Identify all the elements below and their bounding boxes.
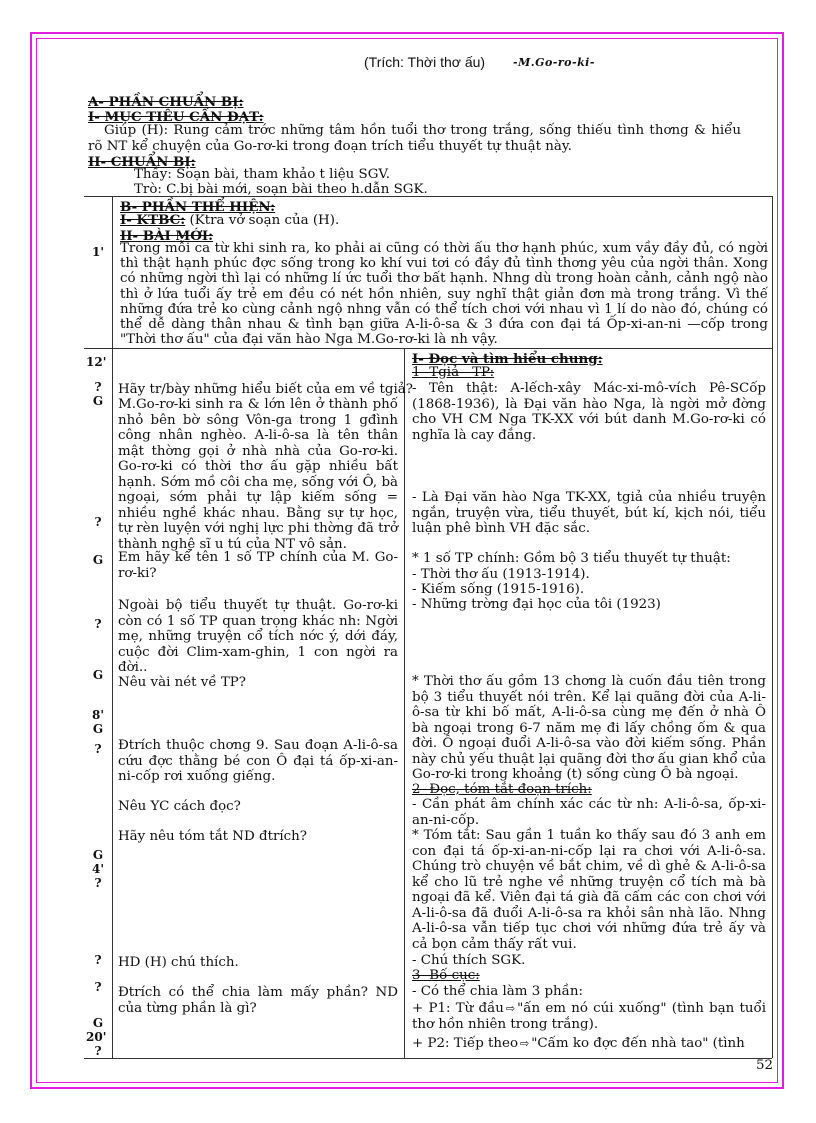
mark-question: ? <box>94 617 102 631</box>
author-subsection-title: 1- Tgiả - TP: <box>412 365 495 380</box>
question-parts: Đtrích có thể chia làm mấy phần? ND của từng phần là gì? <box>118 985 398 1016</box>
table-top-rule <box>84 196 772 197</box>
arrow-right-icon: ⇨ <box>505 1002 516 1015</box>
mark-question: ? <box>94 515 102 529</box>
question-author: Hãy tr/bày những hiểu biết của em về tgiả? <box>118 382 413 397</box>
col-divider-margin <box>112 196 113 1058</box>
teacher-prep: Thầy: Soạn bài, tham khảo t liệu SGV. <box>134 167 390 182</box>
part-1-label: + P1: Từ đầu <box>412 1001 504 1016</box>
mark-answer: G <box>92 553 104 567</box>
col-divider-middle <box>404 348 405 1058</box>
arrow-right-icon: ⇨ <box>520 1037 530 1050</box>
mark-question: ? <box>94 742 102 756</box>
work-item: - Thời thơ ấu (1913-1914). <box>412 567 590 582</box>
part-1-text: "ấn em nó cúi xuống" (tình bạn tuổi thơ hồn nhiên trong trắng). <box>412 1001 766 1032</box>
structure-subsection-title: 3- Bố cục: <box>412 968 480 983</box>
mark-time-1: 1' <box>91 245 105 259</box>
reading-section-title: I- Đọc và tìm hiểu chung: <box>412 351 603 367</box>
part-2-label: + P2: Tiếp theo <box>412 1036 519 1051</box>
mark-answer: G <box>92 722 104 736</box>
student-prep: Trò: C.bị bài mới, soạn bài theo h.dẫn SGK. <box>134 182 428 197</box>
question-tp: Nêu vài nét về TP? <box>118 675 246 690</box>
question-reading: Nêu YC cách đọc? <box>118 799 241 814</box>
mark-question: ? <box>94 953 102 967</box>
mark-question: ? <box>94 876 102 890</box>
author-signature: -M.Go-ro-ki- <box>513 56 595 69</box>
part-2 <box>412 1036 745 1052</box>
tp-description: * Thời thơ ấu gồm 13 chơng là cuốn đầu tiên trong bộ 3 tiểu thuyết nói trên. Kể lại quãng đời của A-li-ô-sa từ khi bố mất, A-li-ô-sa cùng mẹ đến ở nhà Ô bà ngoại trong 6-7 năm mẹ đi lấy chồng ốm & qua đời. Ô ngoại đuổi A-li-ô-sa vào đời kiếm sống. Phần này chủ yếu thuật lại quãng đời thơ ấu gian khổ của Go-rơ-ki trong khoảng (t) sống cùng Ô bà ngoại. <box>412 674 766 782</box>
works-heading: * 1 số TP chính: Gồm bộ 3 tiểu thuyết tự thuật: <box>412 551 731 566</box>
new-lesson-title: II- BÀI MỚI: <box>120 228 214 244</box>
question-summary: Hãy nêu tóm tắt ND đtrích? <box>118 829 307 844</box>
intro-bottom-rule <box>84 348 772 349</box>
answer-works: Ngoài bộ tiểu thuyết tự thuật. Go-rơ-ki còn có 1 số TP quan trọng khác nh: Ngời mẹ, những truyện cổ tích nớc ý, dới đáy, cuộc đời Clim-xam-ghin, 1 con ngời ra đời.. <box>118 598 398 675</box>
section-i-title: I- MỤC TIÊU CẦN ĐẠT: <box>88 109 264 125</box>
mark-time-8: 8' <box>91 708 105 722</box>
mark-question: ? <box>94 380 102 394</box>
answer-author: M.Go-rơ-ki sinh ra & lớn lên ở thành phố nhỏ bên bờ sông Vôn-ga trong 1 gđình công nhân nghèo. A-li-ô-sa là tên thân mật thờng gọi ở nhà nhà của Go-rơ-ki. Go-rơ-ki có thời thơ ấu gặp nhiều bất hạnh. Sớm mồ côi cha mẹ, sống với Ô, bà ngoại, sớm phải tự lập kiếm sống = nhiều nghề khác nhau. Bằng sự tự học, tự rèn luyện với nghị lực phi thờng đã trở thành nghệ sĩ u tú của NT vô sản. <box>118 397 398 552</box>
mark-answer: G <box>92 394 104 408</box>
reading-requirement: - Cần phát âm chính xác các từ nh: A-li-ô-sa, ốp-xi-an-ni-cốp. <box>412 797 766 828</box>
objective-text: Giúp (H): Rung cảm trớc những tâm hồn tuổi thơ trong trắng, sống thiếu tình thơng & hiểu rõ NT kể chuyện của Go-rơ-ki trong đoạn trích tiểu thuyết tự thuật này. <box>88 123 741 154</box>
mark-answer: G <box>92 1016 104 1030</box>
section-b-title: B- PHẦN THỂ HIỆN: <box>120 199 276 215</box>
reading-subsection-title: 2- Đọc, tóm tắt đoạn trích: <box>412 782 592 797</box>
author-real-name: - Tên thật: A-lếch-xây Mác-xi-mô-vích Pê-SCốp (1868-1936), là Đại văn hào Nga, là ngời mở đờng cho VH CM Nga TK-XX với bút danh M.Go-rơ-ki có nghĩa là cay đắng. <box>412 381 766 443</box>
mark-question: ? <box>94 1044 102 1058</box>
mark-time-20: 20' <box>86 1030 107 1044</box>
part-2-text: "Cấm ko đợc đến nhà tao" (tình <box>531 1036 745 1051</box>
work-item: - Kiếm sống (1915-1916). <box>412 582 585 597</box>
ktbc-text: (Ktra vở soạn của (H). <box>189 213 340 228</box>
mark-time-12: 12' <box>86 355 107 369</box>
page-number: 52 <box>756 1058 774 1073</box>
author-role: - Là Đại văn hào Nga TK-XX, tgiả của nhiều truyện ngắn, truyện vừa, tiểu thuyết, bút kí, kịch nói, tiểu luận phê bình VH đặc sắc. <box>412 490 766 536</box>
structure-intro: - Có thể chia làm 3 phần: <box>412 984 584 999</box>
part-1 <box>412 1001 766 1032</box>
work-item: - Những trờng đại học của tôi (1923) <box>412 597 661 612</box>
section-a-title: A- PHẦN CHUẨN BỊ: <box>88 94 244 110</box>
mark-time-4: 4' <box>91 862 105 876</box>
ktbc-line <box>120 213 339 229</box>
section-ii-title: II- CHUẨN BỊ: <box>88 154 196 170</box>
ktbc-title: I- KTBC: <box>120 212 186 228</box>
col-divider-right <box>772 196 773 1058</box>
table-bottom-rule <box>84 1058 772 1059</box>
mark-answer: G <box>92 668 104 682</box>
mark-answer: G <box>92 848 104 862</box>
question-notes: HD (H) chú thích. <box>118 955 239 970</box>
answer-tp: Đtrích thuộc chơng 9. Sau đoạn A-li-ô-sa cứu đợc thằng bé con Ô đại tá ốp-xi-an-ni-cốp rơi xuống giếng. <box>118 738 398 784</box>
excerpt-summary: * Tóm tắt: Sau gần 1 tuần ko thấy sau đó 3 anh em con đại tá ốp-xi-an-ni-cốp lại ra chơi với A-li-ô-sa. Chúng trò chuyện về bắt chim, về dì ghẻ & A-li-ô-sa kể cho lũ trẻ nghe về những truyện cổ tích mà bà ngoại đã kể. Viên đại tá già đã cấm các con chơi với A-li-ô-sa đã đuổi A-li-ô-sa ra khỏi sân nhà lão. Nhng A-li-ô-sa vẫn tiếp tục chơi với những đứa trẻ ấy và cả bọn cảm thấy rất vui. <box>412 828 766 952</box>
notes-line: - Chú thích SGK. <box>412 953 526 968</box>
mark-question: ? <box>94 980 102 994</box>
intro-paragraph: Trong mỗi ca từ khi sinh ra, ko phải ai cũng có thời ấu thơ hạnh phúc, xum vầy đầy đủ, có ngời thì thật hạnh phúc đợc sống trong ko khí vui tơi có đầy đủ tình thơng yêu của ngời thân. Xong có những ngời thì lại có những lí ức tuổi thơ bất hạnh. Nhng dù trong hoàn cảnh, cảnh ngộ nào thì ở lứa tuổi ấy trẻ em đều có nét hồn nhiên, suy nghĩ thật giản đơn mà trong trắng. Vì thế những đứa trẻ ko cùng cảnh ngộ nhng vẫn có thể tích chơi với nhau vì 1 lí do nào đó, chúng có thể dễ dàng thân nhau & tình bạn giữa A-li-ô-sa & 3 đứa con đại tá Ốp-xi-an-ni —cốp trong "Thời thơ ấu" của đại văn hào Nga M.Go-rơ-ki là nh vậy. <box>120 241 768 348</box>
question-works: Em hãy kể tên 1 số TP chính của M. Go-rơ-ki? <box>118 550 398 581</box>
citation: (Trích: Thời thơ ấu) <box>364 54 486 70</box>
